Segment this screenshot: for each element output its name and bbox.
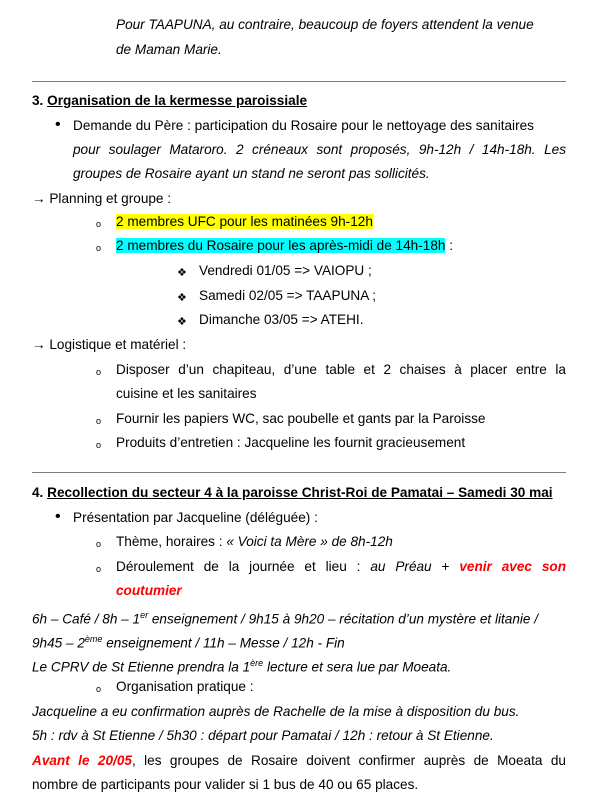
intro-line-1: Pour TAAPUNA, au contraire, beaucoup de foyers attendent la venue: [116, 17, 534, 32]
schedule-line-2: [32, 630, 345, 653]
logistics-item-1-line-1: Disposer d’un chapiteau, d’une table et 2 chaises à placer entre la: [116, 362, 566, 377]
theme-value: « Voici ta Mère » de 8h-12h: [226, 534, 393, 549]
circle-bullet-icon: o: [96, 440, 102, 450]
bullet-dot-icon: •: [55, 508, 61, 525]
cprv-part-b: lecture et sera lue par Moeata.: [263, 659, 452, 675]
planning-item-1: [116, 213, 373, 231]
bullet-dot-icon: •: [55, 116, 61, 133]
section-3-title: Organisation de la kermesse paroissiale: [47, 93, 308, 108]
presentation-line: Présentation par Jacqueline (déléguée) :: [73, 510, 318, 525]
circle-bullet-icon: o: [96, 416, 102, 426]
request-line-3: groupes de Rosaire ayant un stand ne seront pas sollicités.: [73, 166, 430, 181]
theme-label: Thème, horaires :: [116, 534, 227, 549]
diamond-bullet-icon: ❖: [177, 267, 187, 279]
circle-bullet-icon: o: [96, 684, 102, 694]
deadline-rest: , les groupes de Rosaire doivent confirmer auprès de Moeata du: [131, 753, 566, 768]
deroulement-line-1: [116, 558, 566, 576]
section-4-heading: [32, 484, 553, 502]
logistics-item-3: Produits d’entretien : Jacqueline les fournit gracieusement: [116, 435, 466, 450]
rdv-line: 5h : rdv à St Etienne / 5h30 : départ pour Pamatai / 12h : retour à St Etienne.: [32, 728, 494, 743]
logistics-item-2: Fournir les papiers WC, sac poubelle et gants par la Paroisse: [116, 411, 486, 426]
cprv-line: [32, 654, 451, 677]
circle-bullet-icon: o: [96, 243, 102, 253]
request-line-1: Demande du Père : participation du Rosaire pour le nettoyage des sanitaires: [73, 118, 534, 133]
circle-bullet-icon: o: [96, 564, 102, 574]
deroulement-place: au Préau: [370, 559, 432, 574]
schedule-line-1: [32, 606, 538, 629]
bus-line: Jacqueline a eu confirmation auprès de Rachelle de la mise à disposition du bus.: [32, 704, 520, 719]
logistics-heading: → Logistique et matériel :: [32, 337, 187, 352]
organisation-line: Organisation pratique :: [116, 679, 254, 694]
planning-item-2-suffix: :: [445, 238, 453, 253]
schedule-2-sup: ème: [84, 634, 103, 644]
schedule-2-part-b: enseignement / 11h – Messe / 12h - Fin: [102, 635, 345, 651]
schedule-2-part-a: 9h45 – 2: [32, 635, 85, 651]
deroulement-plus: +: [431, 559, 460, 574]
deadline-line-2: nombre de participants pour valider si 1 bus de 40 ou 65 places.: [32, 777, 419, 792]
planning-heading: → Planning et groupe :: [32, 191, 172, 206]
logistics-item-1-line-2: cuisine et les sanitaires: [116, 386, 257, 401]
circle-bullet-icon: o: [96, 539, 102, 549]
deroulement-red-1: venir avec son: [459, 559, 567, 574]
section-3-number: 3.: [32, 93, 44, 108]
diamond-bullet-icon: ❖: [177, 292, 187, 304]
section-3-heading: [32, 92, 307, 110]
section-divider: [32, 472, 566, 473]
deadline-red: Avant le 20/05: [32, 753, 132, 768]
intro-line-2: de Maman Marie.: [116, 42, 222, 57]
cprv-sup: ère: [250, 658, 264, 668]
schedule-1-part-b: enseignement / 9h15 à 9h20 – récitation d’un mystère et litanie /: [148, 611, 539, 627]
planning-item-2-text: 2 membres du Rosaire pour les après-midi de 14h-18h: [116, 238, 446, 253]
section-4-title: Recollection du secteur 4 à la paroisse Christ-Roi de Pamatai – Samedi 30 mai: [47, 485, 553, 500]
section-4-number: 4.: [32, 485, 44, 500]
deroulement-red-2: coutumier: [116, 583, 182, 598]
cprv-part-a: Le CPRV de St Etienne prendra la 1: [32, 659, 251, 675]
day-item-3: Dimanche 03/05 => ATEHI.: [199, 312, 364, 327]
deadline-line-1: [32, 752, 566, 770]
schedule-1-sup: er: [140, 610, 149, 620]
request-line-2: pour soulager Mataroro. 2 créneaux sont proposés, 9h-12h / 14h-18h. Les: [73, 142, 566, 157]
planning-item-1-text: 2 membres UFC pour les matinées 9h-12h: [116, 214, 373, 229]
circle-bullet-icon: o: [96, 367, 102, 377]
schedule-1-part-a: 6h – Café / 8h – 1: [32, 611, 141, 627]
day-item-1: Vendredi 01/05 => VAIOPU ;: [199, 263, 372, 278]
day-item-2: Samedi 02/05 => TAAPUNA ;: [199, 288, 377, 303]
diamond-bullet-icon: ❖: [177, 316, 187, 328]
planning-item-2: [116, 237, 453, 255]
circle-bullet-icon: o: [96, 219, 102, 229]
deroulement-label: Déroulement de la journée et lieu :: [116, 559, 371, 574]
theme-line: [116, 533, 393, 551]
section-divider: [32, 81, 566, 82]
